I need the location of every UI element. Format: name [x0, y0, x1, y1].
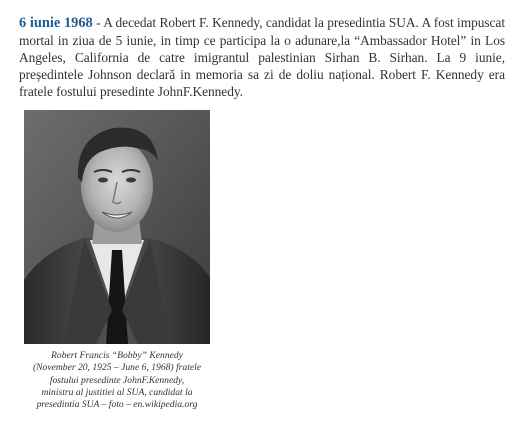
caption-line: fostului presedinte JohnF.Kennedy,	[49, 374, 185, 386]
portrait-image	[24, 110, 210, 344]
portrait-photo	[24, 110, 210, 344]
article-body: A decedat Robert F. Kennedy, candidat la presedintia SUA. A fost impuscat mortal in ziua de 5 iunie, in timp ce participa la o adunare,la “Ambassador Hotel” in Los Angeles, California de catre imigrantul palestinian Sirhan B. Sirhan. La 9 iunie, președintele Johnson declară in memoria sa zi de doliu național. Robert F. Kennedy era fratele fostului presedinte JohnF.Kennedy.	[19, 15, 505, 99]
photo-caption	[22, 350, 212, 411]
caption-line: ministru al justitiei al SUA, candidat la	[41, 386, 193, 398]
article-paragraph	[19, 14, 505, 100]
date-separator: -	[92, 15, 104, 30]
caption-line: (November 20, 1925 – June 6, 1968) fratele	[32, 362, 202, 374]
caption-line: presedintia SUA – foto – en.wikipedia.org	[36, 399, 198, 411]
caption-line: Robert Francis “Bobby” Kennedy	[51, 350, 183, 361]
article-date: 6 iunie 1968	[19, 15, 93, 31]
